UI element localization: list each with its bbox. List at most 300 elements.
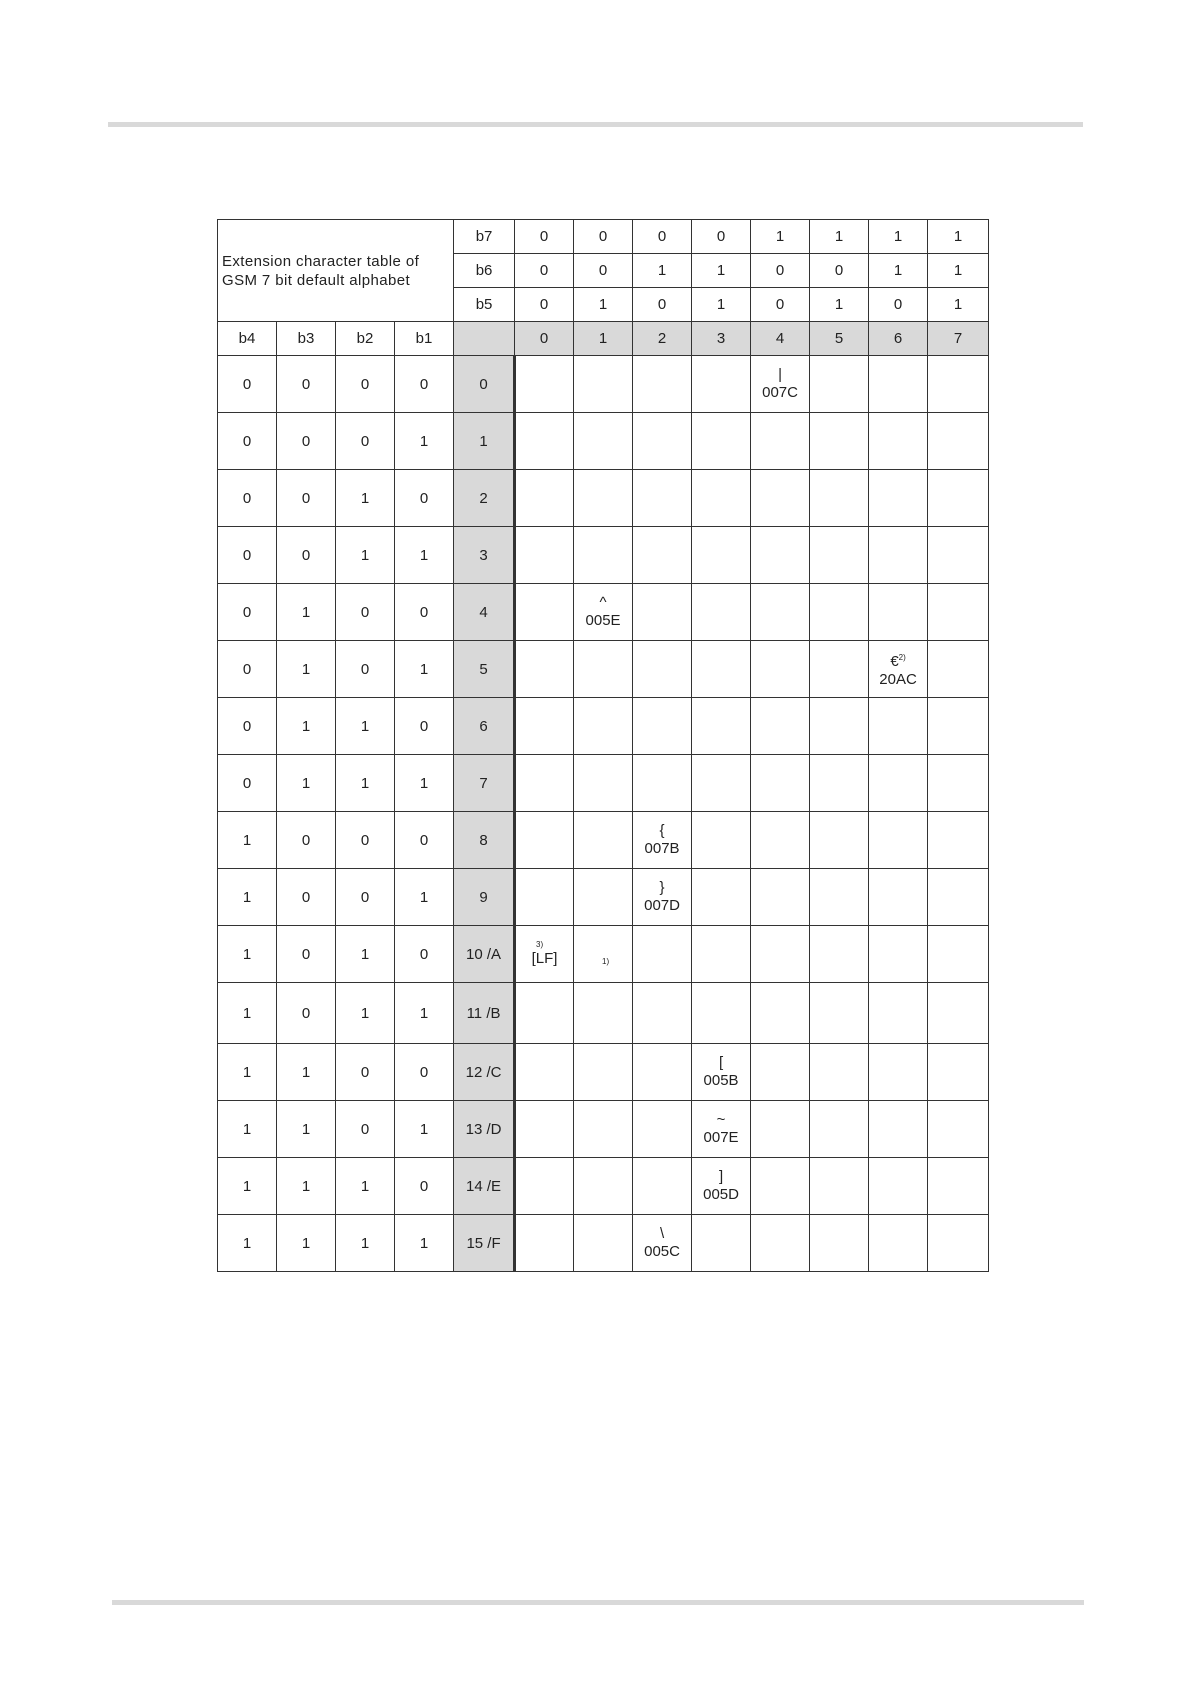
- row-bit-value: 1: [277, 584, 336, 641]
- character-cell: [928, 641, 989, 698]
- character-cell: [928, 1101, 989, 1158]
- character-cell: [810, 869, 869, 926]
- character-cell: [810, 641, 869, 698]
- bit-value: 1: [574, 288, 633, 322]
- character-cell: [692, 470, 751, 527]
- row-bit-value: 1: [277, 1215, 336, 1272]
- footnote-marker: 2): [898, 653, 906, 662]
- row-index: 1: [454, 413, 515, 470]
- table-row: [218, 1101, 989, 1158]
- character-cell: [869, 755, 928, 812]
- row-bit-value: 0: [218, 584, 277, 641]
- row-bit-value: 0: [395, 1044, 454, 1101]
- row-index: 9: [454, 869, 515, 926]
- header-rule: [108, 122, 1083, 127]
- row-bit-value: 1: [395, 527, 454, 584]
- row-index: 3: [454, 527, 515, 584]
- bit-value: 1: [928, 288, 989, 322]
- row-bit-value: 0: [218, 698, 277, 755]
- character-cell: [692, 1044, 751, 1101]
- row-index: 14 /E: [454, 1158, 515, 1215]
- character-cell: [633, 869, 692, 926]
- character-cell: [751, 584, 810, 641]
- table-title: Extension character table of GSM 7 bit default alphabet: [218, 220, 454, 322]
- unicode-code: 007C: [762, 384, 798, 401]
- character-cell: [515, 1158, 574, 1215]
- character-cell: [692, 926, 751, 983]
- unicode-code: 007B: [644, 840, 680, 857]
- bit-row-b7: [218, 220, 989, 254]
- character-cell: [928, 698, 989, 755]
- character-cell: [751, 812, 810, 869]
- character-cell: [692, 641, 751, 698]
- row-index: 15 /F: [454, 1215, 515, 1272]
- footer-rule: [112, 1600, 1084, 1605]
- character-cell: [928, 1215, 989, 1272]
- unicode-code: 005C: [644, 1243, 680, 1260]
- character-cell: [692, 1215, 751, 1272]
- row-bit-value: 0: [218, 755, 277, 812]
- row-bit-value: 0: [395, 584, 454, 641]
- glyph-text: [: [718, 1054, 724, 1071]
- row-index: 5: [454, 641, 515, 698]
- row-bit-value: 0: [277, 470, 336, 527]
- character-cell: [515, 926, 574, 983]
- character-cell: [810, 1158, 869, 1215]
- character-cell: [928, 527, 989, 584]
- bit-value: 1: [869, 254, 928, 288]
- table-row: [218, 641, 989, 698]
- bit-value: 0: [574, 220, 633, 254]
- character-cell: [928, 926, 989, 983]
- row-bit-value: 1: [218, 1158, 277, 1215]
- row-bit-value: 1: [218, 1044, 277, 1101]
- character-cell: [515, 356, 574, 413]
- character-cell: [692, 869, 751, 926]
- row-bit-value: 1: [395, 641, 454, 698]
- bit-value: 1: [869, 220, 928, 254]
- character-cell: [751, 869, 810, 926]
- character-cell: [574, 1215, 633, 1272]
- character-cell: [692, 356, 751, 413]
- unicode-code: 005B: [703, 1072, 739, 1089]
- character-cell: [869, 641, 928, 698]
- unicode-code: 007E: [703, 1129, 739, 1146]
- character-cell: [633, 584, 692, 641]
- character-cell: [751, 356, 810, 413]
- character-cell: [751, 527, 810, 584]
- character-cell: [574, 584, 633, 641]
- bit-value: 0: [515, 220, 574, 254]
- character-glyph: [692, 1168, 750, 1186]
- character-cell: [692, 812, 751, 869]
- character-cell: [574, 869, 633, 926]
- glyph-text: |: [778, 366, 782, 383]
- column-index: 1: [574, 322, 633, 356]
- character-glyph: [692, 1054, 750, 1072]
- character-cell: [633, 641, 692, 698]
- row-index: 7: [454, 755, 515, 812]
- row-bit-value: 0: [277, 413, 336, 470]
- character-cell: [515, 584, 574, 641]
- row-index: 6: [454, 698, 515, 755]
- bit-value: 1: [633, 254, 692, 288]
- row-index: 12 /C: [454, 1044, 515, 1101]
- table-row: [218, 356, 989, 413]
- row-bit-value: 0: [218, 641, 277, 698]
- row-bit-value: 1: [277, 1101, 336, 1158]
- character-cell: [869, 413, 928, 470]
- character-cell: [633, 926, 692, 983]
- bit-value: 0: [751, 288, 810, 322]
- row-bit-value: 1: [218, 926, 277, 983]
- character-cell: [869, 1215, 928, 1272]
- character-cell: [810, 470, 869, 527]
- glyph-text: {: [659, 822, 665, 839]
- row-bit-value: 1: [277, 641, 336, 698]
- character-cell: [751, 641, 810, 698]
- character-cell: [810, 584, 869, 641]
- row-bit-value: 0: [395, 812, 454, 869]
- character-cell: [574, 812, 633, 869]
- row-bit-value: 1: [336, 1215, 395, 1272]
- row-bit-value: 0: [395, 356, 454, 413]
- row-bit-value: 0: [336, 1101, 395, 1158]
- character-cell: [751, 1101, 810, 1158]
- column-index: 7: [928, 322, 989, 356]
- row-bit-value: 1: [277, 1044, 336, 1101]
- bit-value: 1: [692, 288, 751, 322]
- character-cell: [810, 755, 869, 812]
- character-cell: [810, 926, 869, 983]
- column-index: 6: [869, 322, 928, 356]
- column-index: 5: [810, 322, 869, 356]
- character-cell: [692, 413, 751, 470]
- row-bit-value: 1: [218, 812, 277, 869]
- row-bit-value: 1: [336, 527, 395, 584]
- character-cell: [692, 1158, 751, 1215]
- table-row: [218, 698, 989, 755]
- character-glyph: [633, 1225, 691, 1243]
- extension-character-table: [217, 219, 989, 1272]
- row-bit-value: 1: [277, 1158, 336, 1215]
- character-glyph: [751, 366, 809, 384]
- row-bit-value: 0: [277, 926, 336, 983]
- row-index: 11 /B: [454, 983, 515, 1044]
- glyph-text: \: [659, 1225, 665, 1242]
- unicode-code: 20AC: [879, 671, 917, 688]
- row-bit-value: 1: [395, 983, 454, 1044]
- character-cell: [515, 527, 574, 584]
- character-cell: [869, 1101, 928, 1158]
- character-cell: [692, 584, 751, 641]
- row-bit-value: 0: [218, 356, 277, 413]
- row-bit-value: 0: [277, 527, 336, 584]
- character-glyph: [633, 822, 691, 840]
- table-row: [218, 983, 989, 1044]
- character-cell: [810, 812, 869, 869]
- table-row: [218, 413, 989, 470]
- row-bit-value: 1: [395, 1215, 454, 1272]
- character-cell: [810, 413, 869, 470]
- row-bit-value: 0: [218, 413, 277, 470]
- row-index: 0: [454, 356, 515, 413]
- unicode-code: 005D: [703, 1186, 739, 1203]
- bit-value: 0: [574, 254, 633, 288]
- row-bit-value: 1: [336, 983, 395, 1044]
- row-index: 10 /A: [454, 926, 515, 983]
- row-bit-value: 0: [277, 812, 336, 869]
- character-cell: [869, 1044, 928, 1101]
- character-glyph: [633, 879, 691, 897]
- row-bit-value: 0: [395, 470, 454, 527]
- table-row: [218, 812, 989, 869]
- bit-label: b1: [395, 322, 454, 356]
- character-cell: [751, 1044, 810, 1101]
- table-row: [218, 869, 989, 926]
- character-cell: [810, 983, 869, 1044]
- character-cell: [869, 1158, 928, 1215]
- character-cell: [869, 356, 928, 413]
- bit-value: 0: [869, 288, 928, 322]
- row-bit-value: 1: [395, 869, 454, 926]
- bit-value: 0: [633, 288, 692, 322]
- bit-value: 0: [692, 220, 751, 254]
- column-index: 4: [751, 322, 810, 356]
- character-cell: [633, 356, 692, 413]
- character-cell: [515, 470, 574, 527]
- footnote-marker: 1): [602, 957, 610, 966]
- character-cell: [633, 470, 692, 527]
- character-cell: [574, 755, 633, 812]
- character-cell: [751, 470, 810, 527]
- character-cell: [574, 1158, 633, 1215]
- character-cell: [810, 356, 869, 413]
- character-cell: [869, 470, 928, 527]
- row-index: 8: [454, 812, 515, 869]
- character-cell: [633, 755, 692, 812]
- row-bit-value: 0: [218, 470, 277, 527]
- character-cell: [633, 1215, 692, 1272]
- character-cell: [633, 1044, 692, 1101]
- row-bit-value: 0: [336, 812, 395, 869]
- character-cell: [692, 1101, 751, 1158]
- row-bit-value: 0: [277, 983, 336, 1044]
- row-bit-value: 1: [218, 1215, 277, 1272]
- character-cell: [810, 527, 869, 584]
- row-bit-value: 0: [336, 584, 395, 641]
- character-cell: [869, 983, 928, 1044]
- character-cell: [574, 413, 633, 470]
- corner-cell: [454, 322, 515, 356]
- character-cell: [515, 812, 574, 869]
- row-bit-value: 0: [336, 869, 395, 926]
- column-index-row: [218, 322, 989, 356]
- character-cell: [869, 926, 928, 983]
- character-cell: [515, 698, 574, 755]
- unicode-code: 005E: [585, 612, 621, 629]
- character-cell: [574, 527, 633, 584]
- row-bit-value: 1: [336, 755, 395, 812]
- row-bit-value: 1: [336, 698, 395, 755]
- character-cell: [633, 413, 692, 470]
- bit-value: 1: [751, 220, 810, 254]
- character-cell: [574, 957, 633, 1044]
- character-cell: [515, 1101, 574, 1158]
- table-row: [218, 926, 989, 983]
- character-cell: [928, 470, 989, 527]
- character-cell: [574, 1101, 633, 1158]
- character-cell: [869, 869, 928, 926]
- character-cell: [515, 869, 574, 926]
- character-cell: [515, 1044, 574, 1101]
- row-index: 2: [454, 470, 515, 527]
- row-bit-value: 1: [277, 698, 336, 755]
- bit-value: 1: [810, 220, 869, 254]
- glyph-text: ^: [599, 594, 607, 611]
- glyph-text: €: [890, 653, 899, 670]
- character-cell: [928, 869, 989, 926]
- table-row: [218, 1044, 989, 1101]
- column-index: 2: [633, 322, 692, 356]
- character-cell: [869, 584, 928, 641]
- row-bit-value: 0: [277, 356, 336, 413]
- character-cell: [515, 1215, 574, 1272]
- table-row: [218, 470, 989, 527]
- character-cell: [928, 983, 989, 1044]
- bit-value: 0: [633, 220, 692, 254]
- table-row: [218, 1158, 989, 1215]
- row-bit-value: 0: [277, 869, 336, 926]
- character-cell: [633, 983, 692, 1044]
- character-cell: [574, 641, 633, 698]
- row-bit-value: 0: [336, 641, 395, 698]
- character-cell: [751, 983, 810, 1044]
- character-cell: [928, 413, 989, 470]
- character-cell: [574, 698, 633, 755]
- row-bit-value: 0: [395, 1158, 454, 1215]
- bit-label: b2: [336, 322, 395, 356]
- character-cell: [751, 698, 810, 755]
- character-glyph: [LF]: [531, 950, 558, 967]
- table-row: [218, 527, 989, 584]
- character-cell: [692, 755, 751, 812]
- bit-label: b4: [218, 322, 277, 356]
- character-cell: [633, 527, 692, 584]
- glyph-text: ]: [718, 1168, 724, 1185]
- bit-value: 0: [810, 254, 869, 288]
- character-cell: [928, 1044, 989, 1101]
- character-cell: [751, 413, 810, 470]
- bit-value: 0: [515, 254, 574, 288]
- row-bit-value: 0: [395, 926, 454, 983]
- character-cell: [574, 356, 633, 413]
- character-cell: [574, 926, 633, 983]
- row-bit-value: 0: [395, 698, 454, 755]
- character-cell: [633, 698, 692, 755]
- row-bit-value: 1: [336, 470, 395, 527]
- character-cell: [515, 755, 574, 812]
- character-cell: [515, 413, 574, 470]
- character-cell: [810, 1044, 869, 1101]
- row-bit-value: 1: [336, 1158, 395, 1215]
- table-row: [218, 584, 989, 641]
- bit-value: 0: [751, 254, 810, 288]
- character-cell: [869, 698, 928, 755]
- character-cell: [515, 641, 574, 698]
- character-glyph: [869, 649, 927, 671]
- character-cell: [751, 755, 810, 812]
- table-row: [218, 755, 989, 812]
- bit-value: 0: [515, 288, 574, 322]
- character-cell: [692, 983, 751, 1044]
- bit-label: b5: [454, 288, 515, 322]
- unicode-code: 007D: [644, 897, 680, 914]
- footnote-marker: 3): [536, 940, 544, 949]
- column-index: 0: [515, 322, 574, 356]
- character-cell: [810, 1101, 869, 1158]
- row-bit-value: 1: [395, 413, 454, 470]
- character-cell: [869, 812, 928, 869]
- character-glyph: [692, 1111, 750, 1129]
- column-index: 3: [692, 322, 751, 356]
- row-bit-value: 1: [395, 755, 454, 812]
- character-cell: [515, 983, 574, 1044]
- character-glyph: [574, 594, 632, 612]
- row-bit-value: 1: [218, 1101, 277, 1158]
- row-bit-value: 1: [218, 983, 277, 1044]
- row-bit-value: 0: [336, 1044, 395, 1101]
- character-cell: [928, 755, 989, 812]
- row-index: 13 /D: [454, 1101, 515, 1158]
- character-cell: [869, 527, 928, 584]
- table-row: [218, 1215, 989, 1272]
- glyph-text: }: [659, 879, 665, 896]
- glyph-text: ~: [716, 1111, 726, 1128]
- character-cell: [692, 527, 751, 584]
- bit-value: 1: [928, 220, 989, 254]
- bit-value: 1: [692, 254, 751, 288]
- row-bit-value: 0: [218, 527, 277, 584]
- character-cell: [633, 812, 692, 869]
- row-bit-value: 1: [277, 755, 336, 812]
- character-cell: [928, 812, 989, 869]
- bit-value: 1: [928, 254, 989, 288]
- bit-label: b7: [454, 220, 515, 254]
- character-cell: [751, 926, 810, 983]
- character-cell: [928, 1158, 989, 1215]
- row-bit-value: 1: [218, 869, 277, 926]
- character-cell: [928, 584, 989, 641]
- bit-label: b3: [277, 322, 336, 356]
- row-bit-value: 1: [395, 1101, 454, 1158]
- character-cell: [751, 1158, 810, 1215]
- character-cell: [810, 698, 869, 755]
- bit-value: 1: [810, 288, 869, 322]
- row-bit-value: 0: [336, 413, 395, 470]
- row-bit-value: 1: [336, 926, 395, 983]
- row-index: 4: [454, 584, 515, 641]
- character-cell: [574, 1044, 633, 1101]
- row-bit-value: 0: [336, 356, 395, 413]
- character-cell: [928, 356, 989, 413]
- character-cell: [692, 698, 751, 755]
- character-cell: [751, 1215, 810, 1272]
- character-cell: [810, 1215, 869, 1272]
- character-cell: [633, 1158, 692, 1215]
- character-cell: [574, 470, 633, 527]
- bit-label: b6: [454, 254, 515, 288]
